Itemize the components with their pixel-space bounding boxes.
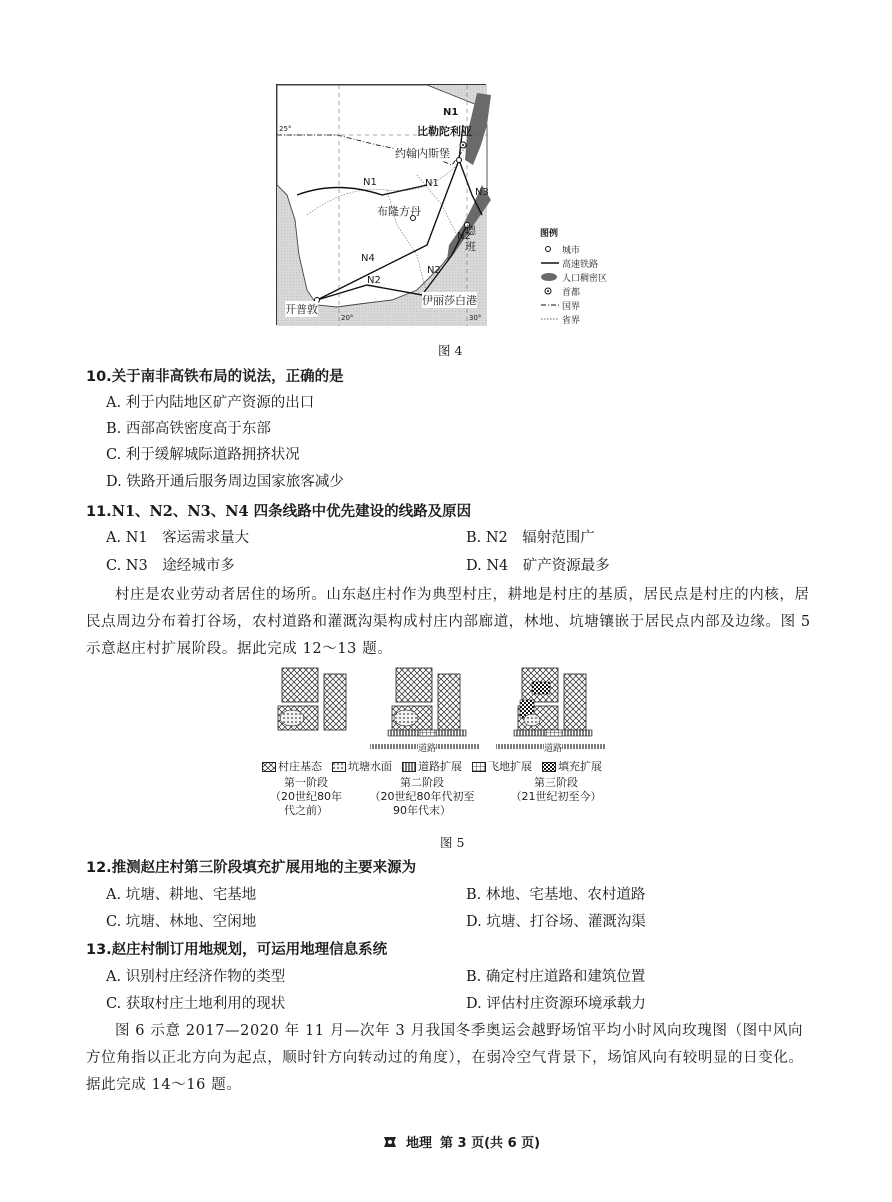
stage2-pond <box>394 710 418 726</box>
legend-item-populated: 人口稠密区 <box>540 270 630 284</box>
stage2-village-base <box>396 668 432 702</box>
label-johannesburg: 约翰内斯堡 <box>395 147 450 160</box>
legend-populated-icon <box>540 272 562 282</box>
q12-option-a: A. 坑塘、耕地、宅基地 <box>106 887 257 903</box>
stage1-diagram <box>278 668 346 730</box>
q11-number: 11. <box>86 504 112 520</box>
q13-stem-line <box>86 940 387 960</box>
figure5-legend <box>262 760 602 774</box>
q10-option-a: A. 利于内陆地区矿产资源的出口 <box>106 395 315 411</box>
q11-stem-line <box>86 502 471 522</box>
legend-road-expansion: 道路扩展 <box>402 760 462 774</box>
label-n4: N4 <box>361 253 375 264</box>
legend-checker-icon <box>542 762 556 772</box>
figure4-caption: 图 4 <box>438 343 463 358</box>
stage2-label: 第二阶段 （20世纪80年代初至90年代末） <box>369 776 475 817</box>
q10-stem-line <box>86 367 344 387</box>
label-capetown: 开普敦 <box>285 303 318 316</box>
label-n1-mid: N1 <box>425 178 439 189</box>
q12-number: 12. <box>86 860 112 876</box>
legend-pond: 坑塘水面 <box>332 760 392 774</box>
q12-stem-line <box>86 858 416 878</box>
stage3-enclave <box>546 730 562 736</box>
q13-number: 13. <box>86 942 112 958</box>
label-lat25: 25° <box>279 125 292 133</box>
stage2-village-base-2 <box>438 674 460 730</box>
stage3-pond <box>524 714 540 726</box>
stage2-enclave <box>420 730 436 736</box>
legend-item-capital: 首都 <box>540 284 630 298</box>
legend-item-railway: 高速铁路 <box>540 256 630 270</box>
legend-infill: 填充扩展 <box>542 760 602 774</box>
legend-railway-icon <box>540 258 562 268</box>
q13-option-c: C. 获取村庄土地利用的现状 <box>106 996 286 1012</box>
city-johannesburg-marker <box>457 158 462 163</box>
q11-stem: N1、N2、N3、N4 四条线路中优先建设的线路及原因 <box>111 503 472 520</box>
legend-grid-icon <box>472 762 486 772</box>
stage3-diagram <box>496 668 606 749</box>
label-n1-north: N1 <box>443 107 459 118</box>
q10-option-c: C. 利于缓解城际道路拥挤状况 <box>106 447 300 463</box>
stage1-pond <box>280 710 304 726</box>
q10-option-b: B. 西部高铁密度高于东部 <box>106 421 271 437</box>
stage3-road-label: 道路 <box>544 741 562 754</box>
legend-dots-icon <box>332 762 346 772</box>
figure4-legend <box>540 226 630 326</box>
legend-item-province-border: 省界 <box>540 312 630 326</box>
label-pretoria: 比勒陀利亚 <box>417 125 472 138</box>
passage-winter-olympics: 图 6 示意 2017—2020 年 11 月—次年 3 月我国冬季奥运会越野场馆平均小时风向玫瑰图（图中风向方位角指以正北方向为起点，顺时针方向转动过的角度），在弱冷空气背景下，场馆风向有较明显的日变化。据此完成 14～16 题。 <box>86 1023 804 1093</box>
q12-option-d: D. 坑塘、打谷场、灌溉沟渠 <box>466 914 646 930</box>
q12-stem: 推测赵庄村第三阶段填充扩展用地的主要来源为 <box>111 859 417 876</box>
legend-cross-icon <box>262 762 276 772</box>
stage3-label: 第三阶段 （21世纪初至今） <box>510 776 602 803</box>
footer-page: 第 3 页(共 6 页) <box>440 1136 541 1151</box>
label-n2-south: N2 <box>427 265 441 276</box>
label-bloemfontein: 布隆方丹 <box>377 205 421 218</box>
legend-road-icon <box>402 762 416 772</box>
page-footer <box>382 1132 540 1151</box>
q11-option-b: B. N2 辐射范围广 <box>466 530 595 546</box>
q10-option-d: D. 铁路开通后服务周边国家旅客减少 <box>106 474 344 490</box>
label-durban: 德班 <box>465 224 476 253</box>
label-n3: N3 <box>475 187 489 198</box>
q13-option-d: D. 评估村庄资源环境承载力 <box>466 996 646 1012</box>
q10-stem: 关于南非高铁布局的说法，正确的是 <box>111 368 344 385</box>
stage3-infill-1 <box>532 682 550 694</box>
q10-number: 10. <box>86 369 112 385</box>
legend-item-city: 城市 <box>540 242 630 256</box>
label-lon30: 30° <box>469 314 482 322</box>
legend-province-border-icon <box>540 314 562 324</box>
q11-option-a: A. N1 客运需求量大 <box>106 530 250 546</box>
stage1-label: 第一阶段 （20世纪80年代之前） <box>270 776 342 817</box>
stage2-diagram <box>370 668 480 749</box>
q13-option-a: A. 识别村庄经济作物的类型 <box>106 969 286 985</box>
legend-village-base: 村庄基态 <box>262 760 322 774</box>
label-port-elizabeth: 伊丽莎白港 <box>422 294 477 307</box>
label-n1-west: N1 <box>363 177 377 188</box>
legend-title: 图例 <box>540 229 559 239</box>
q12-option-c: C. 坑塘、林地、空闲地 <box>106 914 257 930</box>
legend-item-national-border: 国界 <box>540 298 630 312</box>
legend-city-icon <box>540 244 562 254</box>
q11-option-d: D. N4 矿产资源最多 <box>466 558 610 574</box>
legend-capital-icon <box>540 286 562 296</box>
legend-enclave: 飞地扩展 <box>472 760 532 774</box>
label-n2-west: N2 <box>367 275 381 286</box>
footer-subject: 地理 <box>406 1136 433 1151</box>
figure5-caption: 图 5 <box>440 835 465 850</box>
stage1-village-base-2 <box>324 674 346 730</box>
passage-zhaozhuang: 村庄是农业劳动者居住的场所。山东赵庄村作为典型村庄，耕地是村庄的基质，居民点是村庄的内核，居民点周边分布着打谷场，农村道路和灌溉沟渠构成村庄内部廊道，林地、坑塘镶嵌于居民点内部及边缘。图 5 示意赵庄村扩展阶段。据此完成 12～13 题。 <box>86 587 811 657</box>
figure5-diagram <box>270 664 632 760</box>
q13-stem: 赵庄村制订用地规划，可运用地理信息系统 <box>111 941 388 958</box>
q13-option-b: B. 确定村庄道路和建筑位置 <box>466 969 646 985</box>
figure4-map <box>276 84 489 325</box>
q12-option-b: B. 林地、宅基地、农村道路 <box>466 887 646 903</box>
label-n2-east: N2 <box>457 231 471 242</box>
q11-option-c: C. N3 途经城市多 <box>106 558 235 574</box>
label-lon20: 20° <box>341 314 354 322</box>
stage1-village-base <box>282 668 318 702</box>
stage2-road-label: 道路 <box>418 741 436 754</box>
legend-national-border-icon <box>540 300 562 310</box>
stage3-village-base-2 <box>564 674 586 730</box>
exam-logo-icon <box>382 1134 398 1150</box>
